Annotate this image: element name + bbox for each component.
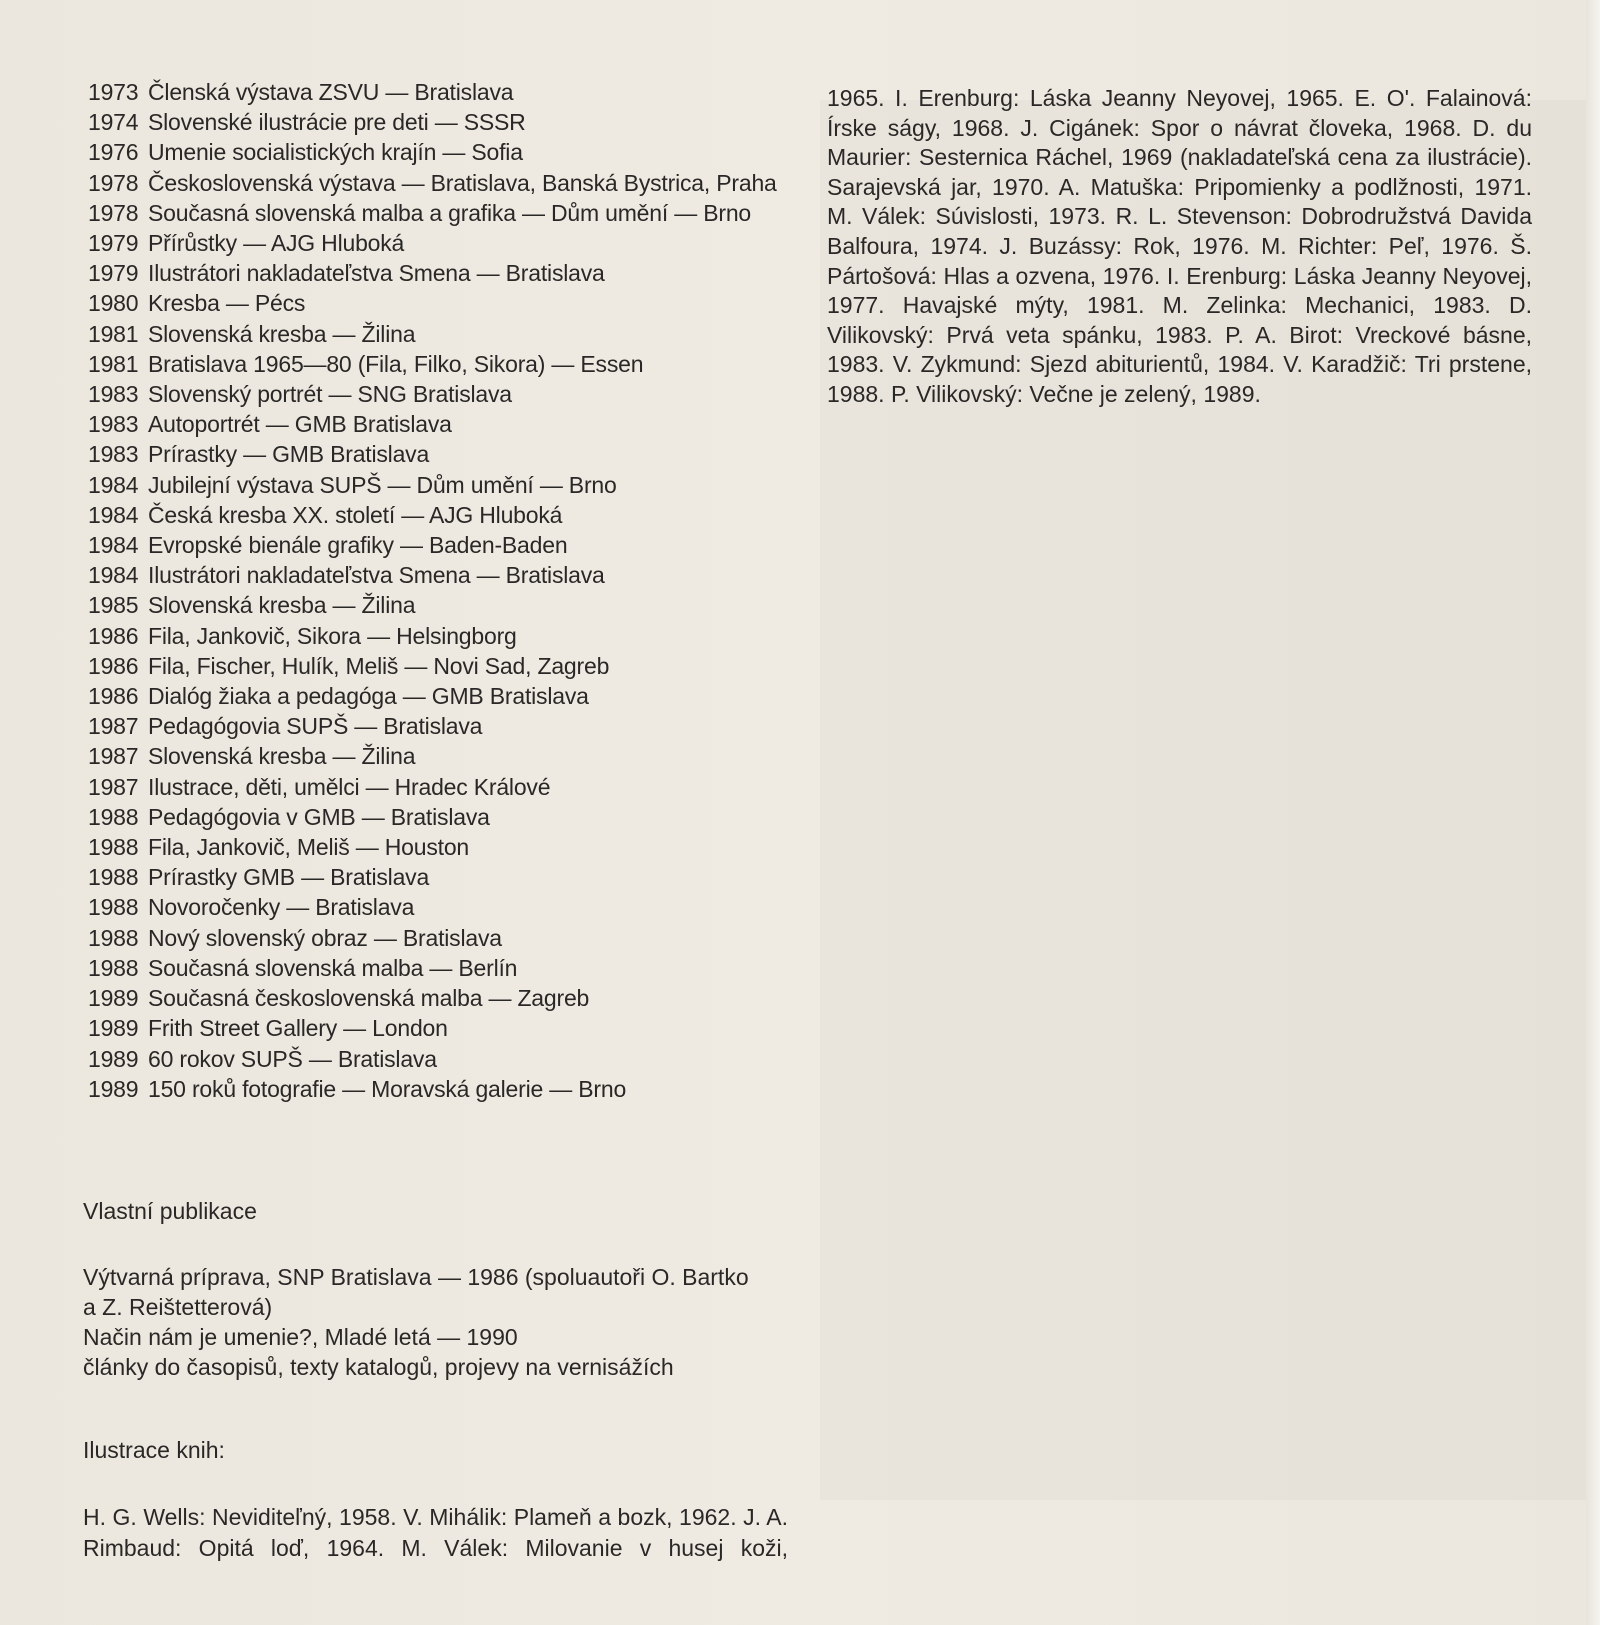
exhibition-year: 1979 <box>88 230 139 257</box>
exhibition-title: Prírastky GMB — Bratislava <box>148 864 430 891</box>
exhibition-year: 1983 <box>88 381 139 408</box>
exhibition-title: 60 rokov SUPŠ — Bratislava <box>148 1045 437 1072</box>
exhibition-year: 1988 <box>88 954 139 981</box>
exhibition-year: 1981 <box>88 350 139 377</box>
exhibition-year: 1983 <box>88 411 139 438</box>
exhibition-year: 1989 <box>88 1045 139 1072</box>
exhibition-title: Kresba — Pécs <box>148 290 306 317</box>
exhibition-entry <box>88 621 800 651</box>
exhibition-year: 1987 <box>88 743 139 770</box>
exhibition-title: 150 roků fotografie — Moravská galerie — Brno <box>148 1075 627 1102</box>
exhibition-title: Ilustrátori nakladateľstva Smena — Bratislava <box>148 260 605 287</box>
exhibition-year: 1984 <box>88 532 139 559</box>
exhibition-year: 1988 <box>88 924 139 951</box>
exhibition-entry <box>88 681 800 711</box>
exhibition-title: Slovenské ilustrácie pre deti — SSSR <box>148 109 526 136</box>
exhibition-entry <box>88 319 800 349</box>
exhibition-year: 1988 <box>88 894 139 921</box>
exhibition-year: 1988 <box>88 864 139 891</box>
exhibition-entry <box>88 258 800 288</box>
exhibition-entry <box>88 651 800 681</box>
exhibition-entry <box>88 228 800 258</box>
exhibition-entry <box>88 772 800 802</box>
exhibition-entry <box>88 379 800 409</box>
exhibition-year: 1984 <box>88 471 139 498</box>
exhibition-year: 1973 <box>88 79 139 105</box>
exhibition-entry <box>88 711 800 741</box>
exhibition-title: Československá výstava — Bratislava, Banská Bystrica, Praha <box>148 169 777 196</box>
exhibition-entry <box>88 288 800 318</box>
exhibition-title: Ilustrátori nakladateľstva Smena — Bratislava <box>148 562 605 589</box>
exhibition-title: Současná československá malba — Zagreb <box>148 985 590 1012</box>
exhibition-title: Česká kresba XX. století — AJG Hluboká <box>148 501 563 528</box>
exhibition-year: 1984 <box>88 501 139 528</box>
exhibition-year: 1974 <box>88 109 139 136</box>
exhibition-title: Fila, Jankovič, Sikora — Helsingborg <box>148 622 517 649</box>
book-illustrations-text-continued: 1965. I. Erenburg: Láska Jeanny Neyovej, 1965. E. O'. Falainová: Írske ságy, 1968. J. Cigánek: Spor o návrat človeka, 1968. D. du Maurier: Sesternica Ráchel, 1969 (nakladateľská cena za ilustrácie). Sarajevská jar, 1970. A. Matuška: Pripomienky a podlžnosti, 1971. M. Válek: Súvislosti, 1973. R. L. Stevenson: Dobrodružstvá Davida Balfoura, 1974. J. Buzássy: Rok, 1976. M. Richter: Peľ, 1976. Š. Pártošová: Hlas a ozvena, 1976. I. Erenburg: Láska Jeanny Neyovej, 1977. Havajské mýty, 1981. M. Zelinka: Mechanici, 1983. D. Vilikovský: Prvá veta spánku, 1983. P. A. Birot: Vreckové básne, 1983. V. Zykmund: Sjezd abiturientů, 1984. V. Karadžič: Tri prstene, 1988. P. Vilikovský: Večne je zelený, 1989. <box>827 85 1532 407</box>
exhibition-entry <box>88 198 800 228</box>
exhibition-year: 1981 <box>88 320 139 347</box>
exhibition-entry <box>88 409 800 439</box>
exhibition-entry <box>88 802 800 832</box>
exhibition-title: Frith Street Gallery — London <box>148 1015 448 1042</box>
exhibition-entry <box>88 470 800 500</box>
exhibition-title: Slovenská kresba — Žilina <box>148 592 416 619</box>
own-publications-heading: Vlastní publikace <box>83 1198 257 1224</box>
book-illustrations-text-start: H. G. Wells: Neviditeľný, 1958. V. Mihálik: Plameň a bozk, 1962. J. A. Rimbaud: Opitá loď, 1964. M. Válek: Milovanie v husej koži, <box>83 1504 788 1561</box>
exhibition-entry <box>88 1074 800 1104</box>
exhibition-year: 1978 <box>88 169 139 196</box>
exhibition-title: Umenie socialistických krajín — Sofia <box>148 139 523 166</box>
exhibition-year: 1983 <box>88 441 139 468</box>
exhibition-title: Bratislava 1965—80 (Fila, Filko, Sikora) — Essen <box>148 350 644 377</box>
exhibition-entry <box>88 1044 800 1074</box>
publication-line: Način nám je umenie?, Mladé letá — 1990 <box>83 1324 518 1350</box>
exhibition-entry <box>88 953 800 983</box>
exhibition-entry <box>88 590 800 620</box>
exhibition-title: Prírastky — GMB Bratislava <box>148 441 430 468</box>
exhibition-entry <box>88 168 800 198</box>
exhibition-year: 1989 <box>88 1015 139 1042</box>
publication-line: články do časopisů, texty katalogů, projevy na vernisážích <box>83 1354 674 1380</box>
exhibition-entry <box>88 741 800 771</box>
exhibition-title: Současná slovenská malba — Berlín <box>148 954 518 981</box>
exhibition-entry <box>88 77 800 107</box>
exhibition-entry <box>88 500 800 530</box>
exhibition-year: 1986 <box>88 683 139 710</box>
exhibition-title: Ilustrace, děti, umělci — Hradec Králové <box>148 773 551 800</box>
exhibition-entry <box>88 137 800 167</box>
exhibition-title: Přírůstky — AJG Hluboká <box>148 230 405 257</box>
exhibition-year: 1979 <box>88 260 139 287</box>
exhibition-year: 1989 <box>88 985 139 1012</box>
exhibition-entry <box>88 530 800 560</box>
exhibition-title: Současná slovenská malba a grafika — Dům umění — Brno <box>148 199 752 226</box>
exhibition-entry <box>88 923 800 953</box>
exhibition-title: Pedagógovia SUPŠ — Bratislava <box>148 713 483 740</box>
exhibition-year: 1989 <box>88 1075 139 1102</box>
exhibition-year: 1988 <box>88 803 139 830</box>
exhibition-year: 1988 <box>88 834 139 861</box>
exhibitions-list <box>88 77 800 1104</box>
exhibition-entry <box>88 983 800 1013</box>
exhibition-title: Slovenský portrét — SNG Bratislava <box>148 381 512 408</box>
exhibition-year: 1986 <box>88 652 139 679</box>
exhibition-title: Slovenská kresba — Žilina <box>148 320 416 347</box>
exhibition-title: Slovenská kresba — Žilina <box>148 743 416 770</box>
exhibition-entry <box>88 892 800 922</box>
exhibition-year: 1980 <box>88 290 139 317</box>
exhibition-year: 1984 <box>88 562 139 589</box>
publication-line: Výtvarná príprava, SNP Bratislava — 1986 (spoluautoři O. Bartko <box>83 1264 749 1290</box>
exhibition-title: Pedagógovia v GMB — Bratislava <box>148 803 490 830</box>
exhibition-title: Novoročenky — Bratislava <box>148 894 415 921</box>
exhibition-year: 1985 <box>88 592 139 619</box>
exhibition-entry <box>88 439 800 469</box>
exhibition-entry <box>88 560 800 590</box>
exhibition-title: Nový slovenský obraz — Bratislava <box>148 924 502 951</box>
exhibition-entry <box>88 349 800 379</box>
exhibition-year: 1976 <box>88 139 139 166</box>
exhibition-entry <box>88 862 800 892</box>
exhibition-title: Autoportrét — GMB Bratislava <box>148 411 452 438</box>
exhibition-year: 1978 <box>88 199 139 226</box>
exhibition-title: Členská výstava ZSVU — Bratislava <box>148 79 514 105</box>
exhibition-entry <box>88 1013 800 1043</box>
publication-line: a Z. Reištetterová) <box>83 1294 273 1320</box>
exhibition-title: Fila, Fischer, Hulík, Meliš — Novi Sad, Zagreb <box>148 652 610 679</box>
exhibition-year: 1987 <box>88 773 139 800</box>
exhibition-title: Dialóg žiaka a pedagóga — GMB Bratislava <box>148 683 589 710</box>
exhibitions-column <box>88 77 800 1104</box>
exhibition-entry <box>88 832 800 862</box>
exhibition-entry <box>88 107 800 137</box>
exhibition-title: Fila, Jankovič, Meliš — Houston <box>148 834 470 861</box>
exhibition-year: 1987 <box>88 713 139 740</box>
exhibition-title: Jubilejní výstava SUPŠ — Dům umění — Brno <box>148 471 617 498</box>
exhibition-year: 1986 <box>88 622 139 649</box>
own-publications-list <box>83 1262 803 1382</box>
book-illustrations-heading: Ilustrace knih: <box>83 1437 225 1463</box>
exhibition-title: Evropské bienále grafiky — Baden-Baden <box>148 532 568 559</box>
page-edge <box>1586 0 1600 1625</box>
